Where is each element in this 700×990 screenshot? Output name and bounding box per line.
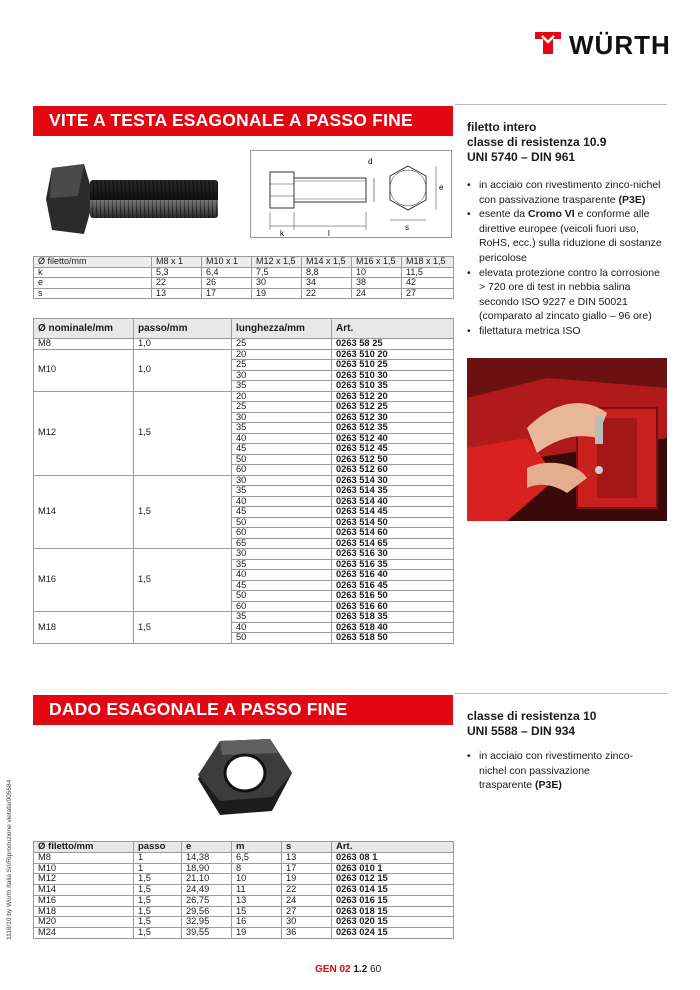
length-cell: 35 xyxy=(232,381,332,392)
hex-bolt-image xyxy=(40,160,230,240)
article-cell: 0263 516 45 xyxy=(332,580,454,591)
table-row xyxy=(34,853,454,864)
nominal-cell: M18 xyxy=(34,612,134,644)
bolt-dimensions-table xyxy=(33,256,454,299)
length-cell: 60 xyxy=(232,465,332,476)
bolt-technical-drawing xyxy=(250,150,452,238)
col-pitch: passo/mm xyxy=(134,319,232,339)
length-cell: 60 xyxy=(232,601,332,612)
article-cell: 0263 514 35 xyxy=(332,486,454,497)
length-cell: 35 xyxy=(232,612,332,623)
e-cell: 14,38 xyxy=(182,853,232,864)
label-d: d xyxy=(368,157,373,166)
col-m: m xyxy=(232,842,282,853)
spec-thread: filetto intero xyxy=(467,120,537,134)
article-cell: 0263 512 25 xyxy=(332,402,454,413)
e-cell: 39,55 xyxy=(182,927,232,938)
footer-section: GEN 02 xyxy=(315,964,351,975)
article-cell: 0263 512 35 xyxy=(332,423,454,434)
bullet-item: • filettatura metrica ISO xyxy=(467,324,667,339)
table-row xyxy=(34,475,454,486)
table-row: s 13 17 19 22 24 27 xyxy=(34,288,454,299)
table-row: k 5,3 6,4 7,5 8,8 10 11,5 xyxy=(34,267,454,278)
footer-chapter: 1.2 xyxy=(353,964,368,975)
wurth-logo-mark-icon xyxy=(533,28,563,58)
table-row xyxy=(34,874,454,885)
e-cell: 24,49 xyxy=(182,885,232,896)
length-cell: 20 xyxy=(232,391,332,402)
pitch-cell: 1,0 xyxy=(134,339,232,350)
table-row xyxy=(34,549,454,560)
m-cell: 11 xyxy=(232,885,282,896)
nominal-cell: M14 xyxy=(34,475,134,549)
article-cell: 0263 514 60 xyxy=(332,528,454,539)
pitch-cell: 1,5 xyxy=(134,885,182,896)
length-cell: 30 xyxy=(232,549,332,560)
bullet-item: • in acciaio con rivestimento zinco-nichel con passivazione trasparente (P3E) xyxy=(467,749,637,793)
col-nominal: Ø nominale/mm xyxy=(34,319,134,339)
length-cell: 50 xyxy=(232,454,332,465)
length-cell: 45 xyxy=(232,507,332,518)
m-cell: 13 xyxy=(232,895,282,906)
table-row xyxy=(34,927,454,938)
length-cell: 65 xyxy=(232,538,332,549)
section1-title: VITE A TESTA ESAGONALE A PASSO FINE xyxy=(49,110,413,130)
length-cell: 35 xyxy=(232,559,332,570)
length-cell: 30 xyxy=(232,475,332,486)
table-row xyxy=(34,339,454,350)
article-cell: 0263 514 50 xyxy=(332,517,454,528)
pitch-cell: 1 xyxy=(134,863,182,874)
table-row: Ø filetto/mm M8 x 1 M10 x 1 M12 x 1,5 M14 x 1,5 M16 x 1,5 M18 x 1,5 xyxy=(34,257,454,268)
table-row xyxy=(34,906,454,917)
length-cell: 60 xyxy=(232,528,332,539)
article-cell: 0263 014 15 xyxy=(332,885,454,896)
spec-class: classe di resistenza 10 xyxy=(467,709,597,723)
s-cell: 24 xyxy=(282,895,332,906)
length-cell: 20 xyxy=(232,349,332,360)
length-cell: 25 xyxy=(232,360,332,371)
table-row xyxy=(34,863,454,874)
article-cell: 0263 514 40 xyxy=(332,496,454,507)
col-article: Art. xyxy=(332,319,454,339)
s-cell: 27 xyxy=(282,906,332,917)
label-l: l xyxy=(328,229,330,238)
bullet-item: • in acciaio con rivestimento zinco-nichel con passivazione trasparente (P3E) xyxy=(467,178,667,207)
col-article: Art. xyxy=(332,842,454,853)
m-cell: 16 xyxy=(232,917,282,928)
spec-norm: UNI 5588 – DIN 934 xyxy=(467,724,576,738)
table-header-row xyxy=(34,319,454,339)
section1-underline xyxy=(33,134,453,136)
pitch-cell: 1,5 xyxy=(134,906,182,917)
article-cell: 0263 514 45 xyxy=(332,507,454,518)
nominal-cell: M16 xyxy=(34,549,134,612)
article-cell: 0263 512 40 xyxy=(332,433,454,444)
article-cell: 0263 514 30 xyxy=(332,475,454,486)
col-thread: Ø filetto/mm xyxy=(34,842,134,853)
thread-cell: M20 xyxy=(34,917,134,928)
table-row xyxy=(34,612,454,623)
length-cell: 45 xyxy=(232,444,332,455)
article-cell: 0263 510 20 xyxy=(332,349,454,360)
section2-underline xyxy=(33,723,453,725)
article-cell: 0263 516 30 xyxy=(332,549,454,560)
thread-cell: M24 xyxy=(34,927,134,938)
s-cell: 30 xyxy=(282,917,332,928)
article-cell: 0263 016 15 xyxy=(332,895,454,906)
length-cell: 30 xyxy=(232,412,332,423)
article-cell: 0263 516 50 xyxy=(332,591,454,602)
pitch-cell: 1 xyxy=(134,853,182,864)
section1-bullets xyxy=(467,178,667,339)
nominal-cell: M8 xyxy=(34,339,134,350)
article-cell: 0263 024 15 xyxy=(332,927,454,938)
s-cell: 17 xyxy=(282,863,332,874)
pitch-cell: 1,5 xyxy=(134,874,182,885)
nut-article-table xyxy=(33,841,454,939)
article-cell: 0263 510 25 xyxy=(332,360,454,371)
thread-cell: M12 xyxy=(34,874,134,885)
section1-title-bar xyxy=(33,106,453,134)
spec-class: classe di resistenza 10.9 xyxy=(467,135,607,149)
page-number: 60 xyxy=(370,964,382,975)
brand-name: WÜRTH xyxy=(569,30,671,60)
length-cell: 40 xyxy=(232,570,332,581)
length-cell: 50 xyxy=(232,633,332,644)
e-cell: 21,10 xyxy=(182,874,232,885)
section1-rule xyxy=(455,104,667,105)
thread-cell: M16 xyxy=(34,895,134,906)
s-cell: 22 xyxy=(282,885,332,896)
section1-spec xyxy=(467,120,606,165)
wurth-logo xyxy=(533,28,673,62)
bullet-item: • esente da Cromo VI e conforme alle direttive europee (veicoli fuori uso, RoHS, ecc.) sulla riduzione di sostanze pericolose xyxy=(467,207,667,265)
article-cell: 0263 518 50 xyxy=(332,633,454,644)
length-cell: 35 xyxy=(232,486,332,497)
article-cell: 0263 516 40 xyxy=(332,570,454,581)
page-footer xyxy=(315,964,381,975)
article-cell: 0263 518 40 xyxy=(332,622,454,633)
article-cell: 0263 516 60 xyxy=(332,601,454,612)
article-cell: 0263 08 1 xyxy=(332,853,454,864)
length-cell: 40 xyxy=(232,496,332,507)
article-cell: 0263 512 60 xyxy=(332,465,454,476)
article-cell: 0263 510 30 xyxy=(332,370,454,381)
table-header-row xyxy=(34,842,454,853)
nominal-cell: M12 xyxy=(34,391,134,475)
length-cell: 30 xyxy=(232,370,332,381)
length-cell: 25 xyxy=(232,339,332,350)
pitch-cell: 1,5 xyxy=(134,927,182,938)
pitch-cell: 1,5 xyxy=(134,549,232,612)
article-cell: 0263 012 15 xyxy=(332,874,454,885)
nominal-cell: M10 xyxy=(34,349,134,391)
col-s: s xyxy=(282,842,332,853)
article-cell: 0263 58 25 xyxy=(332,339,454,350)
article-cell: 0263 010 1 xyxy=(332,863,454,874)
s-cell: 13 xyxy=(282,853,332,864)
pitch-cell: 1,5 xyxy=(134,895,182,906)
table-row xyxy=(34,349,454,360)
e-cell: 32,95 xyxy=(182,917,232,928)
section2-title: DADO ESAGONALE A PASSO FINE xyxy=(49,699,348,719)
length-cell: 25 xyxy=(232,402,332,413)
m-cell: 19 xyxy=(232,927,282,938)
table-row xyxy=(34,391,454,402)
copyright-note: 1118/10 by Würth Italia Srl/Riproduzione vietata/005684 xyxy=(6,779,13,940)
hex-nut-image xyxy=(192,735,296,823)
section2-title-bar xyxy=(33,695,453,723)
thread-cell: M8 xyxy=(34,853,134,864)
thread-cell: M10 xyxy=(34,863,134,874)
e-cell: 26,75 xyxy=(182,895,232,906)
article-cell: 0263 020 15 xyxy=(332,917,454,928)
e-cell: 18,90 xyxy=(182,863,232,874)
article-cell: 0263 510 35 xyxy=(332,381,454,392)
length-cell: 50 xyxy=(232,591,332,602)
col-length: lunghezza/mm xyxy=(232,319,332,339)
section2-bullets xyxy=(467,749,637,793)
col-e: e xyxy=(182,842,232,853)
article-cell: 0263 516 35 xyxy=(332,559,454,570)
pitch-cell: 1,5 xyxy=(134,391,232,475)
article-cell: 0263 018 15 xyxy=(332,906,454,917)
m-cell: 15 xyxy=(232,906,282,917)
length-cell: 50 xyxy=(232,517,332,528)
pitch-cell: 1,5 xyxy=(134,917,182,928)
pitch-cell: 1,5 xyxy=(134,475,232,549)
table-row: e 22 26 30 34 38 42 xyxy=(34,278,454,289)
table-row xyxy=(34,917,454,928)
length-cell: 40 xyxy=(232,433,332,444)
col-pitch: passo xyxy=(134,842,182,853)
article-cell: 0263 512 20 xyxy=(332,391,454,402)
table-row xyxy=(34,885,454,896)
s-cell: 36 xyxy=(282,927,332,938)
e-cell: 29,56 xyxy=(182,906,232,917)
m-cell: 10 xyxy=(232,874,282,885)
length-cell: 40 xyxy=(232,622,332,633)
pitch-cell: 1,5 xyxy=(134,612,232,644)
m-cell: 6,5 xyxy=(232,853,282,864)
bolt-article-table xyxy=(33,318,454,644)
article-cell: 0263 512 50 xyxy=(332,454,454,465)
article-cell: 0263 518 35 xyxy=(332,612,454,623)
article-cell: 0263 512 30 xyxy=(332,412,454,423)
m-cell: 8 xyxy=(232,863,282,874)
thread-cell: M18 xyxy=(34,906,134,917)
label-e: e xyxy=(439,183,444,192)
length-cell: 35 xyxy=(232,423,332,434)
s-cell: 19 xyxy=(282,874,332,885)
table-row xyxy=(34,895,454,906)
length-cell: 45 xyxy=(232,580,332,591)
label-k: k xyxy=(280,229,284,238)
section2-rule xyxy=(455,693,667,694)
article-cell: 0263 512 45 xyxy=(332,444,454,455)
application-photo xyxy=(467,358,667,521)
label-s: s xyxy=(405,223,409,232)
pitch-cell: 1,0 xyxy=(134,349,232,391)
spec-norm: UNI 5740 – DIN 961 xyxy=(467,150,576,164)
section2-spec xyxy=(467,709,596,739)
thread-cell: M14 xyxy=(34,885,134,896)
article-cell: 0263 514 65 xyxy=(332,538,454,549)
bullet-item: • elevata protezione contro la corrosione > 720 ore di test in nebbia salina secondo ISO 9227 e DIN 50021 (comparato al zincato giallo – 96 ore) xyxy=(467,266,667,324)
